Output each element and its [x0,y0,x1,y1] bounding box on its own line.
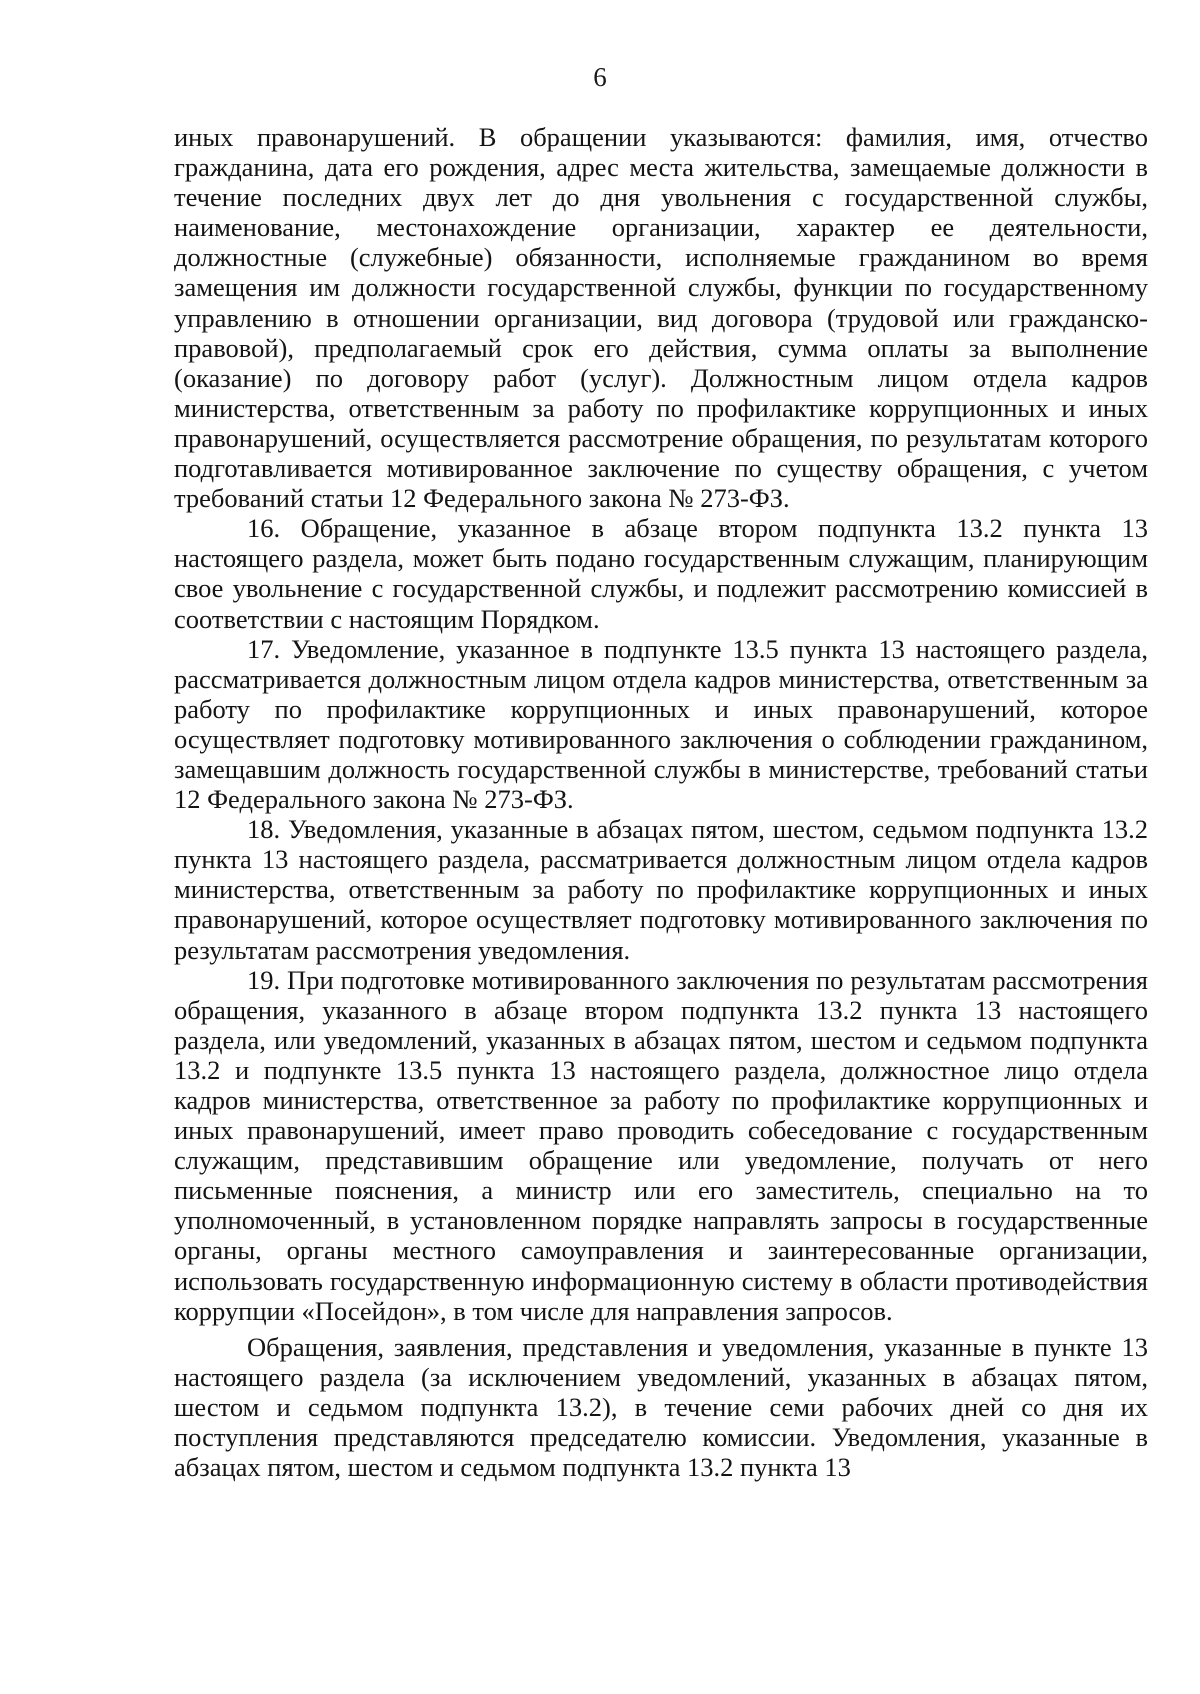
page-number: 6 [593,62,607,92]
paragraph-17: 17. Уведомление, указанное в подпункте 13.5 пункта 13 настоящего раздела, рассматривается должностным лицом отдела кадров министерства, ответственным за работу по профилактике коррупционных и иных правонарушений, которое осуществляет подготовку мотивированного заключения о соблюдении гражданином, замещавшим должность государственной службы в министерстве, требований статьи 12 Федерального закона № 273-ФЗ. [174,633,1148,815]
document-body [174,122,1148,1482]
paragraph-19-continued: Обращения, заявления, представления и уведомления, указанные в пункте 13 настоящего раздела (за исключением уведомлений, указанных в абзацах пятом, шестом и седьмом подпункта 13.2), в течение семи рабочих дней со дня их поступления представляются председателю комиссии. Уведомления, указанные в абзацах пятом, шестом и седьмом подпункта 13.2 пункта 13 [174,1331,1148,1483]
paragraph-continuation: иных правонарушений. В обращении указываются: фамилия, имя, отчество гражданина, дата его рождения, адрес места жительства, замещаемые должности в течение последних двух лет до дня увольнения с государственной службы, наименование, местонахождение организации, характер ее деятельности, должностные (служебные) обязанности, исполняемые гражданином во время замещения им должности государственной службы, функции по государственному управлению в отношении организации, вид договора (трудовой или гражданско-правовой), предполагаемый срок его действия, сумма оплаты за выполнение (оказание) по договору работ (услуг). Должностным лицом отдела кадров министерства, ответственным за работу по профилактике коррупционных и иных правонарушений, осуществляется рассмотрение обращения, по результатам которого подготавливается мотивированное заключение по существу обращения, с учетом требований статьи 12 Федерального закона № 273-ФЗ. [174,122,1148,514]
paragraph-16: 16. Обращение, указанное в абзаце втором подпункта 13.2 пункта 13 настоящего раздела, может быть подано государственным служащим, планирующим свое увольнение с государственной службы, и подлежит рассмотрению комиссией в соответствии с настоящим Порядком. [174,513,1148,634]
paragraph-18: 18. Уведомления, указанные в абзацах пятом, шестом, седьмом подпункта 13.2 пункта 13 настоящего раздела, рассматривается должностным лицом отдела кадров министерства, ответственным за работу по профилактике коррупционных и иных правонарушений, которое осуществляет подготовку мотивированного заключения по результатам рассмотрения уведомления. [174,814,1148,965]
paragraph-19: 19. При подготовке мотивированного заключения по результатам рассмотрения обращения, указанного в абзаце втором подпункта 13.2 пункта 13 настоящего раздела, или уведомлений, указанных в абзацах пятом, шестом и седьмом подпункта 13.2 и подпункте 13.5 пункта 13 настоящего раздела, должностное лицо отдела кадров министерства, ответственное за работу по профилактике коррупционных и иных правонарушений, имеет право проводить собеседование с государственным служащим, представившим обращение или уведомление, получать от него письменные пояснения, а министр или его заместитель, специально на то уполномоченный, в установленном порядке направлять запросы в государственные органы, органы местного самоуправления и заинтересованные организации, использовать государственную информационную систему в области противодействия коррупции «Посейдон», в том числе для направления запросов. [174,964,1148,1326]
